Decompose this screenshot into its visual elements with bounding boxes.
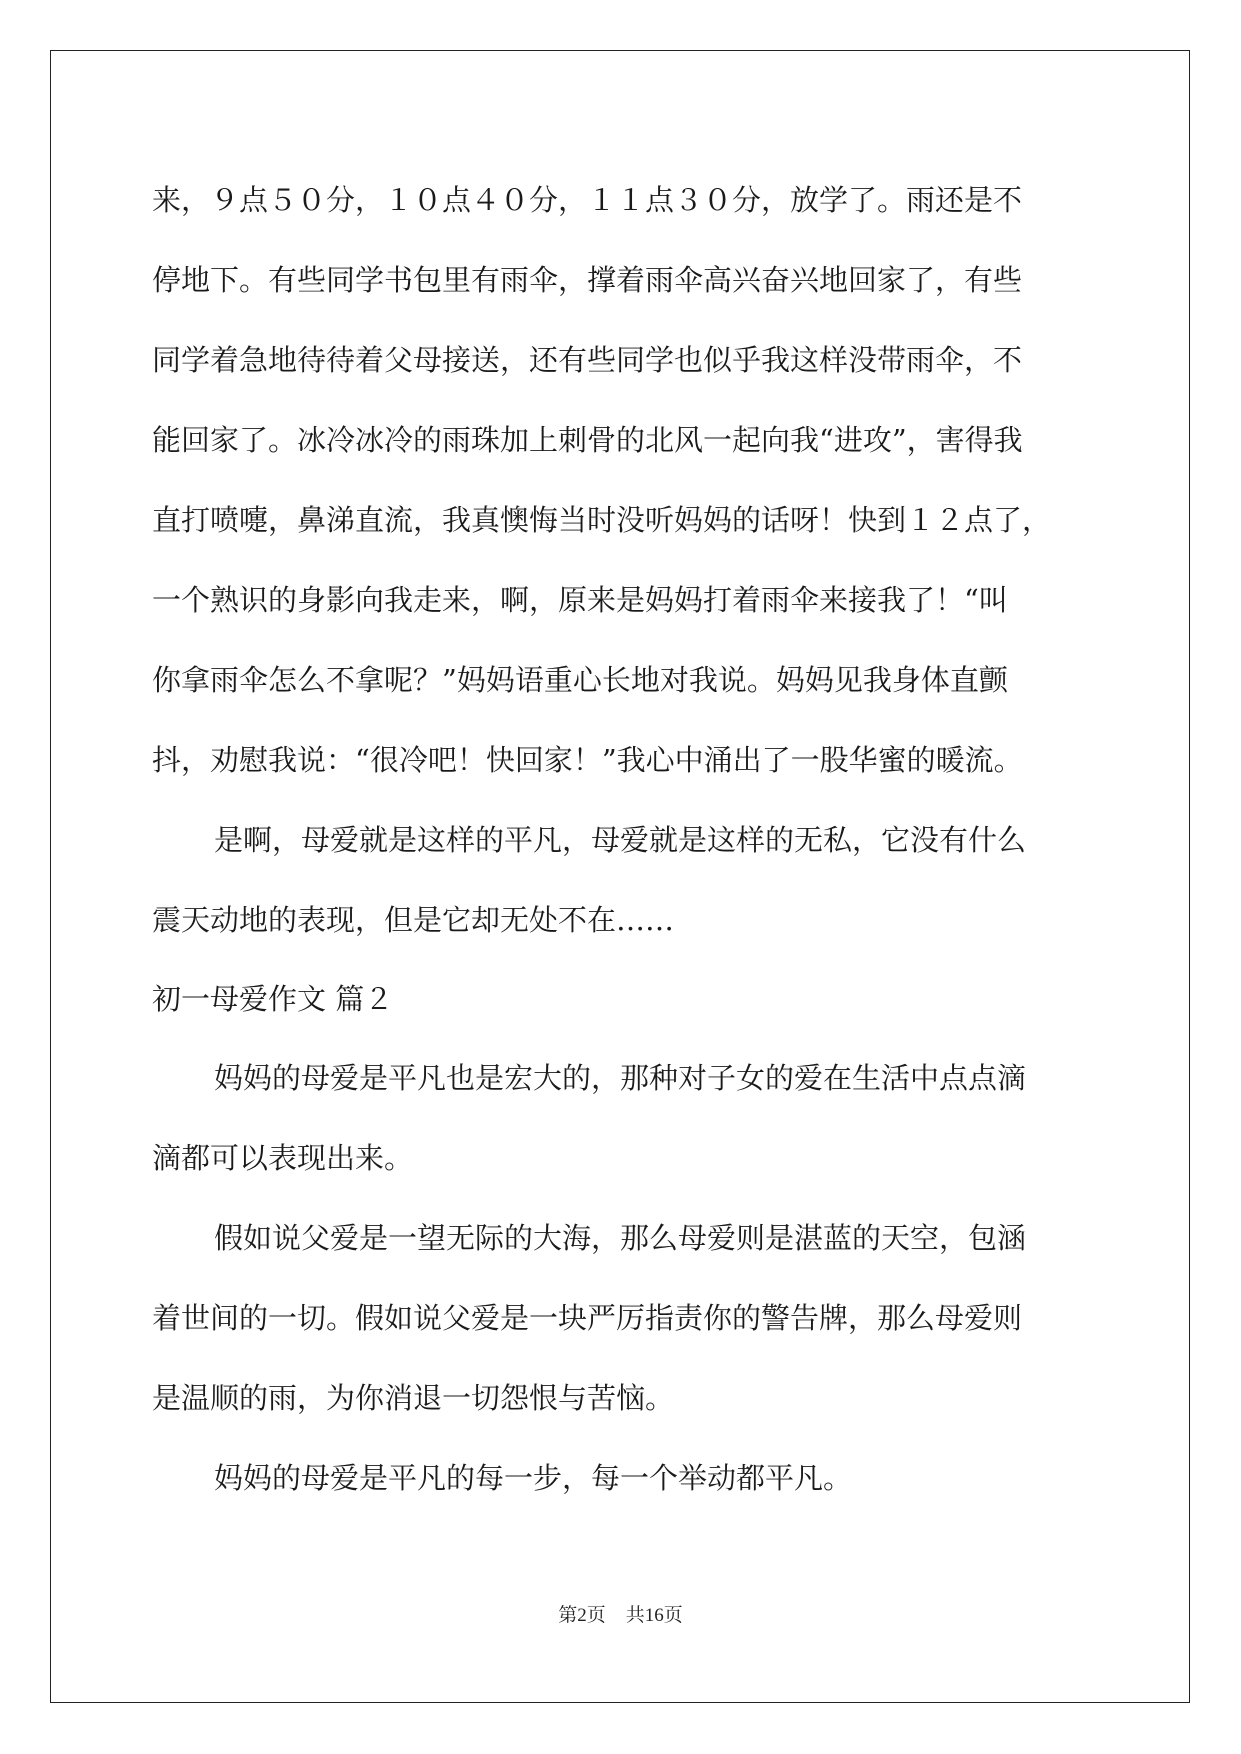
paragraph-line: 抖，劝慰我说：“很冷吧！快回家！”我心中涌出了一股华蜜的暖流。: [152, 743, 1023, 777]
total-pages: 共16页: [625, 1605, 683, 1626]
paragraph-line: 妈妈的母爱是平凡的每一步，每一个举动都平凡。: [214, 1461, 853, 1495]
paragraph-line: 假如说父爱是一望无际的大海，那么母爱则是湛蓝的天空，包涵: [214, 1221, 1027, 1255]
paragraph-line: 滴都可以表现出来。: [152, 1141, 414, 1175]
paragraph-line: 震天动地的表现，但是它却无处不在……: [152, 903, 675, 937]
page-footer: [0, 1600, 1241, 1627]
document-body: [152, 160, 1092, 1518]
paragraph-line: 是温顺的雨，为你消退一切怨恨与苦恼。: [152, 1381, 675, 1415]
section-heading: 初一母爱作文 篇２: [152, 982, 394, 1016]
paragraph-line: 同学着急地待待着父母接送，还有些同学也似乎我这样没带雨伞，不: [152, 343, 1023, 377]
paragraph-line: 你拿雨伞怎么不拿呢？”妈妈语重心长地对我说。妈妈见我身体直颤: [152, 663, 1008, 697]
paragraph-line: 停地下。有些同学书包里有雨伞，撑着雨伞高兴奋兴地回家了，有些: [152, 263, 1023, 297]
paragraph-line: 一个熟识的身影向我走来，啊，原来是妈妈打着雨伞来接我了！“叫: [152, 583, 1008, 617]
paragraph-line: 能回家了。冰冷冰冷的雨珠加上刺骨的北风一起向我“进攻”，害得我: [152, 423, 1023, 457]
page-number: 第2页: [558, 1605, 606, 1626]
paragraph-line: 妈妈的母爱是平凡也是宏大的，那种对子女的爱在生活中点点滴: [214, 1061, 1027, 1095]
paragraph-line: 是啊，母爱就是这样的平凡，母爱就是这样的无私，它没有什么: [214, 823, 1027, 857]
paragraph-line: 直打喷嚏，鼻涕直流，我真懊悔当时没听妈妈的话呀！快到１２点了，: [152, 503, 1052, 537]
paragraph-line: 来，９点５０分，１０点４０分，１１点３０分，放学了。雨还是不: [152, 183, 1023, 217]
paragraph-line: 着世间的一切。假如说父爱是一块严厉指责你的警告牌，那么母爱则: [152, 1301, 1023, 1335]
